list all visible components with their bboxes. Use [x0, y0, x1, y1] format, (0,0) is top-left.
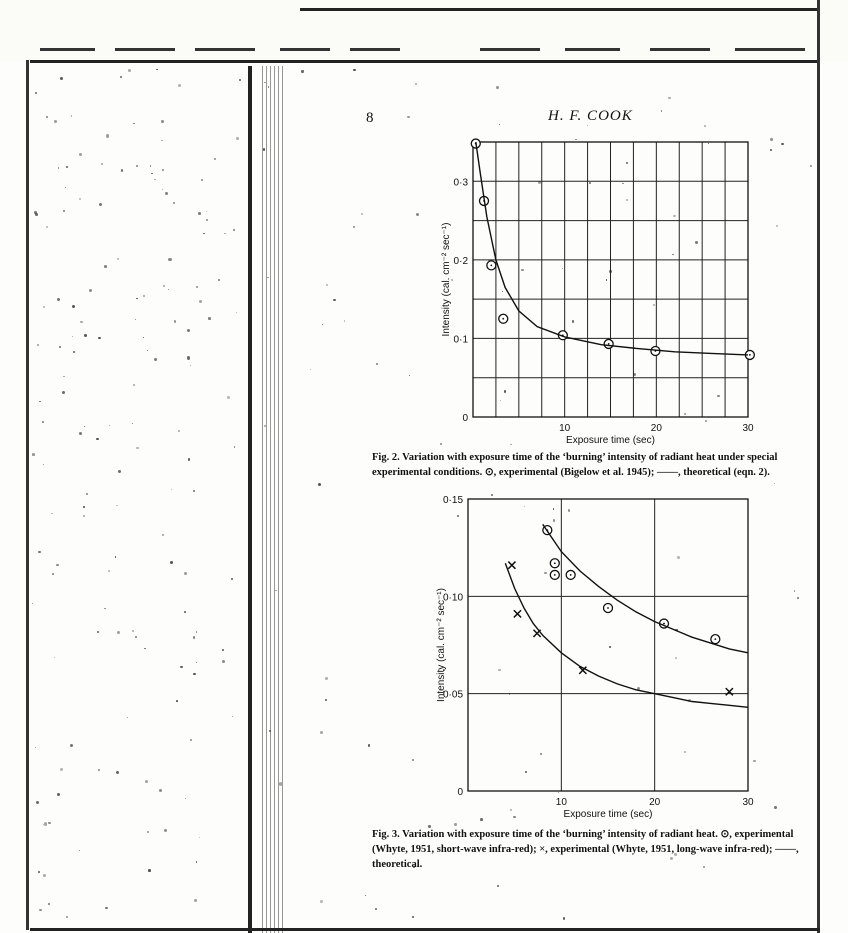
- dash-rule: [565, 48, 620, 51]
- experimental-point-circle: [487, 261, 496, 270]
- scan-speck: [184, 611, 186, 613]
- scan-speck: [83, 515, 85, 517]
- scan-speck: [810, 165, 812, 167]
- scan-speck: [188, 458, 190, 460]
- scan-speck: [497, 885, 499, 887]
- scan-speck: [99, 203, 102, 206]
- scan-speck: [184, 572, 187, 575]
- y-tick-label: 0·10: [442, 592, 463, 604]
- y-axis-label: Intensity (cal. cm⁻² sec⁻¹): [436, 588, 447, 702]
- page-frame-top: [30, 60, 820, 63]
- scan-speck: [48, 903, 50, 905]
- scan-speck: [326, 284, 328, 286]
- y-tick-label: 0: [457, 787, 463, 798]
- scan-speck: [117, 631, 120, 634]
- dash-rule: [280, 48, 330, 51]
- scan-speck: [353, 226, 355, 228]
- scan-speck: [39, 909, 41, 911]
- scan-speck: [222, 660, 225, 663]
- scan-speck: [36, 801, 39, 804]
- page-frame-bottom: [30, 928, 820, 931]
- scan-speck: [333, 299, 336, 302]
- scan-speck: [704, 125, 706, 127]
- scan-speck: [159, 789, 162, 792]
- scan-speck: [161, 140, 163, 142]
- scan-speck: [190, 365, 191, 366]
- y-tick-label: 0·2: [453, 255, 468, 267]
- scan-speck: [236, 137, 239, 140]
- scan-speck: [187, 329, 190, 332]
- scan-speck: [325, 699, 327, 701]
- scan-speck: [774, 483, 775, 484]
- top-rule: [300, 8, 820, 11]
- scan-speck: [63, 210, 65, 212]
- scan-speck: [104, 608, 105, 609]
- scan-speck: [185, 798, 186, 799]
- scan-speck: [214, 158, 216, 160]
- scan-speck: [48, 822, 50, 824]
- scan-speck: [206, 219, 208, 221]
- scan-speck: [84, 334, 87, 337]
- scan-speck: [199, 837, 201, 839]
- point-dot: [554, 574, 556, 576]
- scan-speck: [147, 350, 148, 351]
- scan-speck: [98, 769, 100, 771]
- scan-speck: [231, 578, 232, 579]
- scan-speck: [80, 321, 83, 324]
- scan-speck: [320, 731, 323, 734]
- point-dot: [502, 318, 504, 320]
- scan-speck: [118, 470, 121, 473]
- dash-rule: [40, 48, 95, 51]
- scan-speck: [71, 115, 72, 116]
- scan-speck: [133, 384, 135, 386]
- scan-speck: [59, 346, 61, 348]
- experimental-point-cross: [726, 688, 733, 695]
- point-dot: [570, 574, 572, 576]
- scan-speck: [136, 447, 138, 449]
- x-tick-label: 10: [555, 797, 567, 808]
- scan-speck: [79, 153, 82, 156]
- scan-speck: [57, 793, 60, 796]
- experimental-point-cross: [514, 610, 521, 617]
- scan-speck: [117, 258, 119, 260]
- scan-speck: [147, 831, 149, 833]
- scan-speck: [101, 163, 103, 165]
- scan-speck: [104, 265, 107, 268]
- scan-speck: [121, 169, 124, 172]
- scan-speck: [162, 169, 164, 171]
- scan-speck: [72, 305, 75, 308]
- scan-speck: [279, 782, 282, 785]
- x-axis-label: Exposure time (sec): [563, 809, 653, 820]
- experimental-point-circle: [566, 570, 575, 579]
- y-tick-label: 0·3: [453, 177, 468, 189]
- scan-speck: [135, 319, 136, 320]
- experimental-point-circle: [499, 314, 508, 323]
- scan-speck: [83, 506, 85, 508]
- scan-speck: [206, 211, 207, 212]
- scan-speck: [194, 899, 197, 902]
- point-dot: [663, 623, 665, 625]
- scan-speck: [144, 648, 145, 649]
- scan-speck: [193, 673, 196, 676]
- theoretical-curve: [543, 524, 748, 653]
- scan-speck: [42, 421, 44, 423]
- scan-speck: [193, 636, 195, 638]
- scan-speck: [174, 320, 177, 323]
- scan-speck: [190, 739, 192, 741]
- dash-rule: [115, 48, 175, 51]
- scan-speck: [145, 780, 148, 783]
- scan-speck: [234, 446, 235, 447]
- scan-speck: [661, 110, 663, 112]
- scan-speck: [275, 590, 276, 591]
- scan-speck: [79, 432, 82, 435]
- scan-speck: [38, 871, 40, 873]
- scan-speck: [62, 391, 65, 394]
- scan-speck: [73, 351, 75, 353]
- figure-2-chart: [410, 128, 810, 448]
- scan-speck: [63, 376, 65, 378]
- y-tick-label: 0·15: [442, 495, 463, 506]
- scan-speck: [162, 534, 164, 536]
- x-tick-label: 30: [742, 797, 754, 808]
- scan-speck: [70, 744, 73, 747]
- scan-top-margin: [0, 0, 848, 62]
- scan-speck: [79, 198, 81, 200]
- scan-speck: [198, 212, 201, 215]
- figure-3-caption: Fig. 3. Variation with exposure time of the ‘burning’ intensity of radiant heat. ⊙, experimental (Whyte, 1951, short-wave infra-red); ×, experimental (Whyte, 1951, long-wave infra-red); ——, theoretical.: [372, 829, 799, 870]
- scan-speck: [143, 337, 144, 338]
- scan-speck: [310, 369, 311, 370]
- page-number: 8: [366, 110, 374, 126]
- scan-speck: [236, 312, 237, 313]
- theoretical-curve: [476, 142, 748, 355]
- scan-speck: [361, 213, 364, 216]
- scan-speck: [196, 861, 198, 863]
- scan-speck: [193, 490, 195, 492]
- scan-speck: [116, 505, 118, 507]
- theoretical-curve: [505, 563, 748, 707]
- scan-speck: [365, 895, 367, 897]
- scan-speck: [325, 677, 327, 679]
- scan-speck: [415, 83, 417, 85]
- scan-speck: [496, 86, 499, 89]
- dash-rule: [650, 48, 710, 51]
- scan-speck: [97, 631, 99, 633]
- scan-speck: [84, 426, 86, 428]
- scan-speck: [54, 120, 57, 123]
- scan-speck: [368, 744, 371, 747]
- scan-speck: [170, 561, 173, 564]
- scan-speck: [320, 900, 323, 903]
- figure-3-chart: [410, 485, 810, 825]
- scan-speck: [72, 336, 73, 337]
- scan-speck: [227, 396, 230, 399]
- scan-speck: [196, 631, 197, 632]
- scan-speck: [89, 289, 92, 292]
- scan-speck: [96, 438, 98, 440]
- scan-speck: [120, 76, 122, 78]
- scan-speck: [178, 84, 181, 87]
- scan-speck: [233, 229, 235, 231]
- scan-speck: [54, 657, 55, 658]
- scan-speck: [38, 551, 41, 554]
- scan-speck: [132, 423, 133, 424]
- scan-speck: [32, 453, 35, 456]
- scan-speck: [203, 233, 204, 234]
- scan-speck: [301, 70, 303, 72]
- scan-speck: [412, 916, 414, 918]
- scan-speck: [150, 165, 152, 167]
- point-dot: [554, 562, 556, 564]
- scan-speck: [57, 298, 60, 301]
- scan-speck: [52, 573, 54, 575]
- scan-speck: [56, 564, 58, 566]
- point-dot: [749, 354, 751, 356]
- scan-speck: [116, 771, 119, 774]
- scan-speck: [132, 630, 134, 632]
- y-tick-label: 0·05: [442, 689, 463, 701]
- scan-speck: [218, 279, 220, 281]
- scan-speck: [161, 120, 163, 122]
- figure-2-caption: Fig. 2. Variation with exposure time of the ‘burning’ intensity of radiant heat under special experimental conditions. ⊙, experimental (Bigelow et al. 1945); ——, theoretical (eqn. 2).: [372, 452, 778, 478]
- scan-speck: [375, 908, 377, 910]
- x-tick-label: 20: [650, 423, 662, 434]
- scan-speck: [199, 300, 202, 303]
- scan-speck: [163, 285, 165, 287]
- scan-speck: [222, 649, 224, 651]
- scan-speck: [106, 134, 109, 137]
- scan-speck: [43, 464, 44, 465]
- scan-speck: [60, 768, 62, 770]
- scan-speck: [322, 324, 323, 325]
- point-dot: [608, 343, 610, 345]
- scan-speck: [105, 907, 108, 910]
- scan-speck: [115, 556, 117, 558]
- scan-speck: [171, 489, 172, 490]
- experimental-point-circle: [604, 604, 613, 613]
- scan-speck: [187, 356, 190, 359]
- scan-speck: [201, 179, 203, 181]
- page-frame-right: [817, 0, 820, 933]
- scan-speck: [58, 167, 59, 168]
- scan-speck: [35, 92, 37, 94]
- scan-speck: [65, 187, 67, 189]
- scan-speck: [208, 317, 211, 320]
- book-gutter: [248, 66, 252, 933]
- scan-speck: [133, 123, 134, 124]
- scan-speck: [66, 166, 68, 168]
- scan-speck: [128, 69, 130, 71]
- scan-speck: [37, 344, 39, 346]
- scan-speck: [196, 286, 198, 288]
- scan-speck: [51, 513, 53, 515]
- scan-speck: [43, 874, 46, 877]
- scan-speck: [109, 425, 110, 426]
- scan-speck: [46, 116, 48, 118]
- scan-speck: [136, 298, 137, 299]
- scan-speck: [35, 747, 36, 748]
- scan-speck: [127, 717, 128, 718]
- scan-speck: [168, 258, 171, 261]
- scan-speck: [318, 483, 321, 486]
- scan-speck: [239, 79, 241, 81]
- experimental-point-circle: [711, 635, 720, 644]
- dash-rule: [480, 48, 540, 51]
- x-tick-label: 10: [559, 423, 571, 434]
- dash-rule: [735, 48, 805, 51]
- scan-speck: [143, 295, 145, 297]
- scan-speck: [180, 666, 182, 668]
- scan-speck: [156, 69, 158, 71]
- scan-speck: [232, 716, 233, 717]
- scan-speck: [344, 320, 345, 321]
- scan-speck: [263, 148, 265, 150]
- scan-speck: [66, 916, 68, 918]
- scan-speck: [39, 401, 40, 402]
- scan-speck: [224, 233, 226, 235]
- y-axis-label: Intensity (cal. cm⁻² sec⁻¹): [441, 222, 452, 337]
- point-dot: [490, 264, 492, 266]
- scan-speck: [376, 363, 379, 366]
- point-dot: [607, 607, 609, 609]
- scan-speck: [196, 662, 197, 663]
- scan-speck: [86, 493, 88, 495]
- scan-speck: [178, 430, 180, 432]
- scan-speck: [148, 869, 151, 872]
- scan-speck: [168, 289, 169, 290]
- scan-speck: [151, 173, 153, 175]
- point-dot: [714, 638, 716, 640]
- x-tick-label: 20: [649, 797, 661, 808]
- plot-frame: [468, 499, 748, 791]
- scan-speck: [98, 337, 101, 340]
- scan-speck: [165, 192, 168, 195]
- experimental-point-circle: [604, 339, 613, 348]
- scan-speck: [60, 77, 63, 80]
- scan-speck: [43, 306, 45, 308]
- scan-speck: [44, 822, 47, 825]
- experimental-point-circle: [550, 570, 559, 579]
- y-tick-label: 0: [462, 413, 468, 424]
- experimental-point-cross: [508, 562, 515, 569]
- scan-speck: [499, 124, 500, 125]
- scan-speck: [162, 189, 163, 190]
- scan-speck: [353, 69, 356, 72]
- scan-speck: [79, 850, 80, 851]
- scan-speck: [32, 603, 33, 604]
- scan-speck: [176, 700, 178, 702]
- scan-speck: [108, 570, 110, 572]
- experimental-point-circle: [550, 559, 559, 568]
- scan-speck: [264, 82, 265, 83]
- gutter-shadow: [262, 66, 284, 933]
- x-tick-label: 30: [742, 423, 754, 434]
- scan-speck: [136, 165, 138, 167]
- scan-speck: [135, 636, 137, 638]
- scan-speck: [164, 829, 167, 832]
- page-frame-left: [26, 60, 29, 930]
- scan-speck: [563, 917, 565, 919]
- scan-speck: [154, 358, 157, 361]
- dash-rule: [350, 48, 400, 51]
- scan-speck: [668, 97, 670, 99]
- scan-speck: [269, 730, 271, 732]
- dash-rule: [195, 48, 255, 51]
- scan-speck: [34, 211, 37, 214]
- running-head: H. F. COOK: [548, 108, 633, 124]
- scan-speck: [407, 116, 410, 119]
- scan-speck: [154, 179, 156, 181]
- scan-speck: [46, 226, 48, 228]
- x-axis-label: Exposure time (sec): [566, 435, 655, 446]
- scan-speck: [173, 202, 175, 204]
- y-tick-label: 0·1: [453, 334, 468, 346]
